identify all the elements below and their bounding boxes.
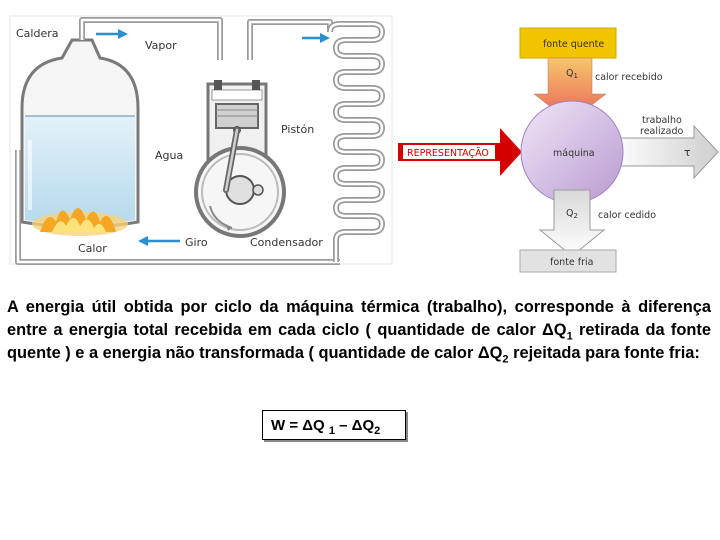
- condenser-coil: [330, 24, 382, 262]
- label-condensador: Condensador: [250, 236, 323, 249]
- tau-label: τ: [684, 146, 691, 159]
- label-vapor: Vapor: [145, 39, 177, 52]
- paragraph-part3: rejeitada para fonte fria:: [508, 344, 700, 363]
- cold-source-label: fonte fria: [550, 257, 594, 268]
- steam-engine-illustration: [10, 16, 392, 264]
- label-caldera: Caldera: [16, 27, 59, 40]
- formula-sub2: 2: [374, 425, 381, 437]
- representation-label: REPRESENTAÇÃO: [407, 148, 489, 159]
- work-label-line2: realizado: [640, 126, 684, 137]
- work-formula-box: [262, 410, 406, 440]
- label-calor: Calor: [78, 242, 107, 255]
- label-agua: Agua: [155, 149, 184, 162]
- heat-engine-scheme: [520, 28, 718, 272]
- label-piston: Pistón: [281, 123, 315, 136]
- representation-arrow: [398, 128, 522, 176]
- formula-mid: – ΔQ: [335, 417, 375, 434]
- heat-ceded-label: calor cedido: [598, 210, 657, 221]
- q1-label: $Q_1$: [566, 68, 578, 80]
- q2-label: $Q_2$: [566, 208, 578, 220]
- hot-source-label: fonte quente: [543, 39, 605, 50]
- paragraph-sub1: 1: [566, 330, 573, 343]
- paragraph-part2: retirada da fonte quente ) e a energia não transformada ( quantidade de calor ΔQ: [7, 321, 711, 363]
- machine-label: máquina: [553, 148, 595, 159]
- work-label-line1: trabalho: [642, 115, 682, 126]
- explanation-paragraph: [7, 296, 711, 366]
- formula-sub1: 1: [328, 425, 335, 437]
- heat-received-label: calor recebido: [595, 72, 663, 83]
- heat-out-arrow: [540, 190, 604, 256]
- boiler-shape: [22, 40, 138, 227]
- label-giro: Giro: [185, 236, 208, 249]
- formula-lhs: W = ΔQ: [271, 417, 329, 434]
- paragraph-sub2: 2: [502, 353, 509, 366]
- paragraph-part1: A energia útil obtida por ciclo da máquina térmica (trabalho), corresponde à diferença entre a energia total recebida em cada ciclo ( quantidade de calor ΔQ: [7, 298, 711, 340]
